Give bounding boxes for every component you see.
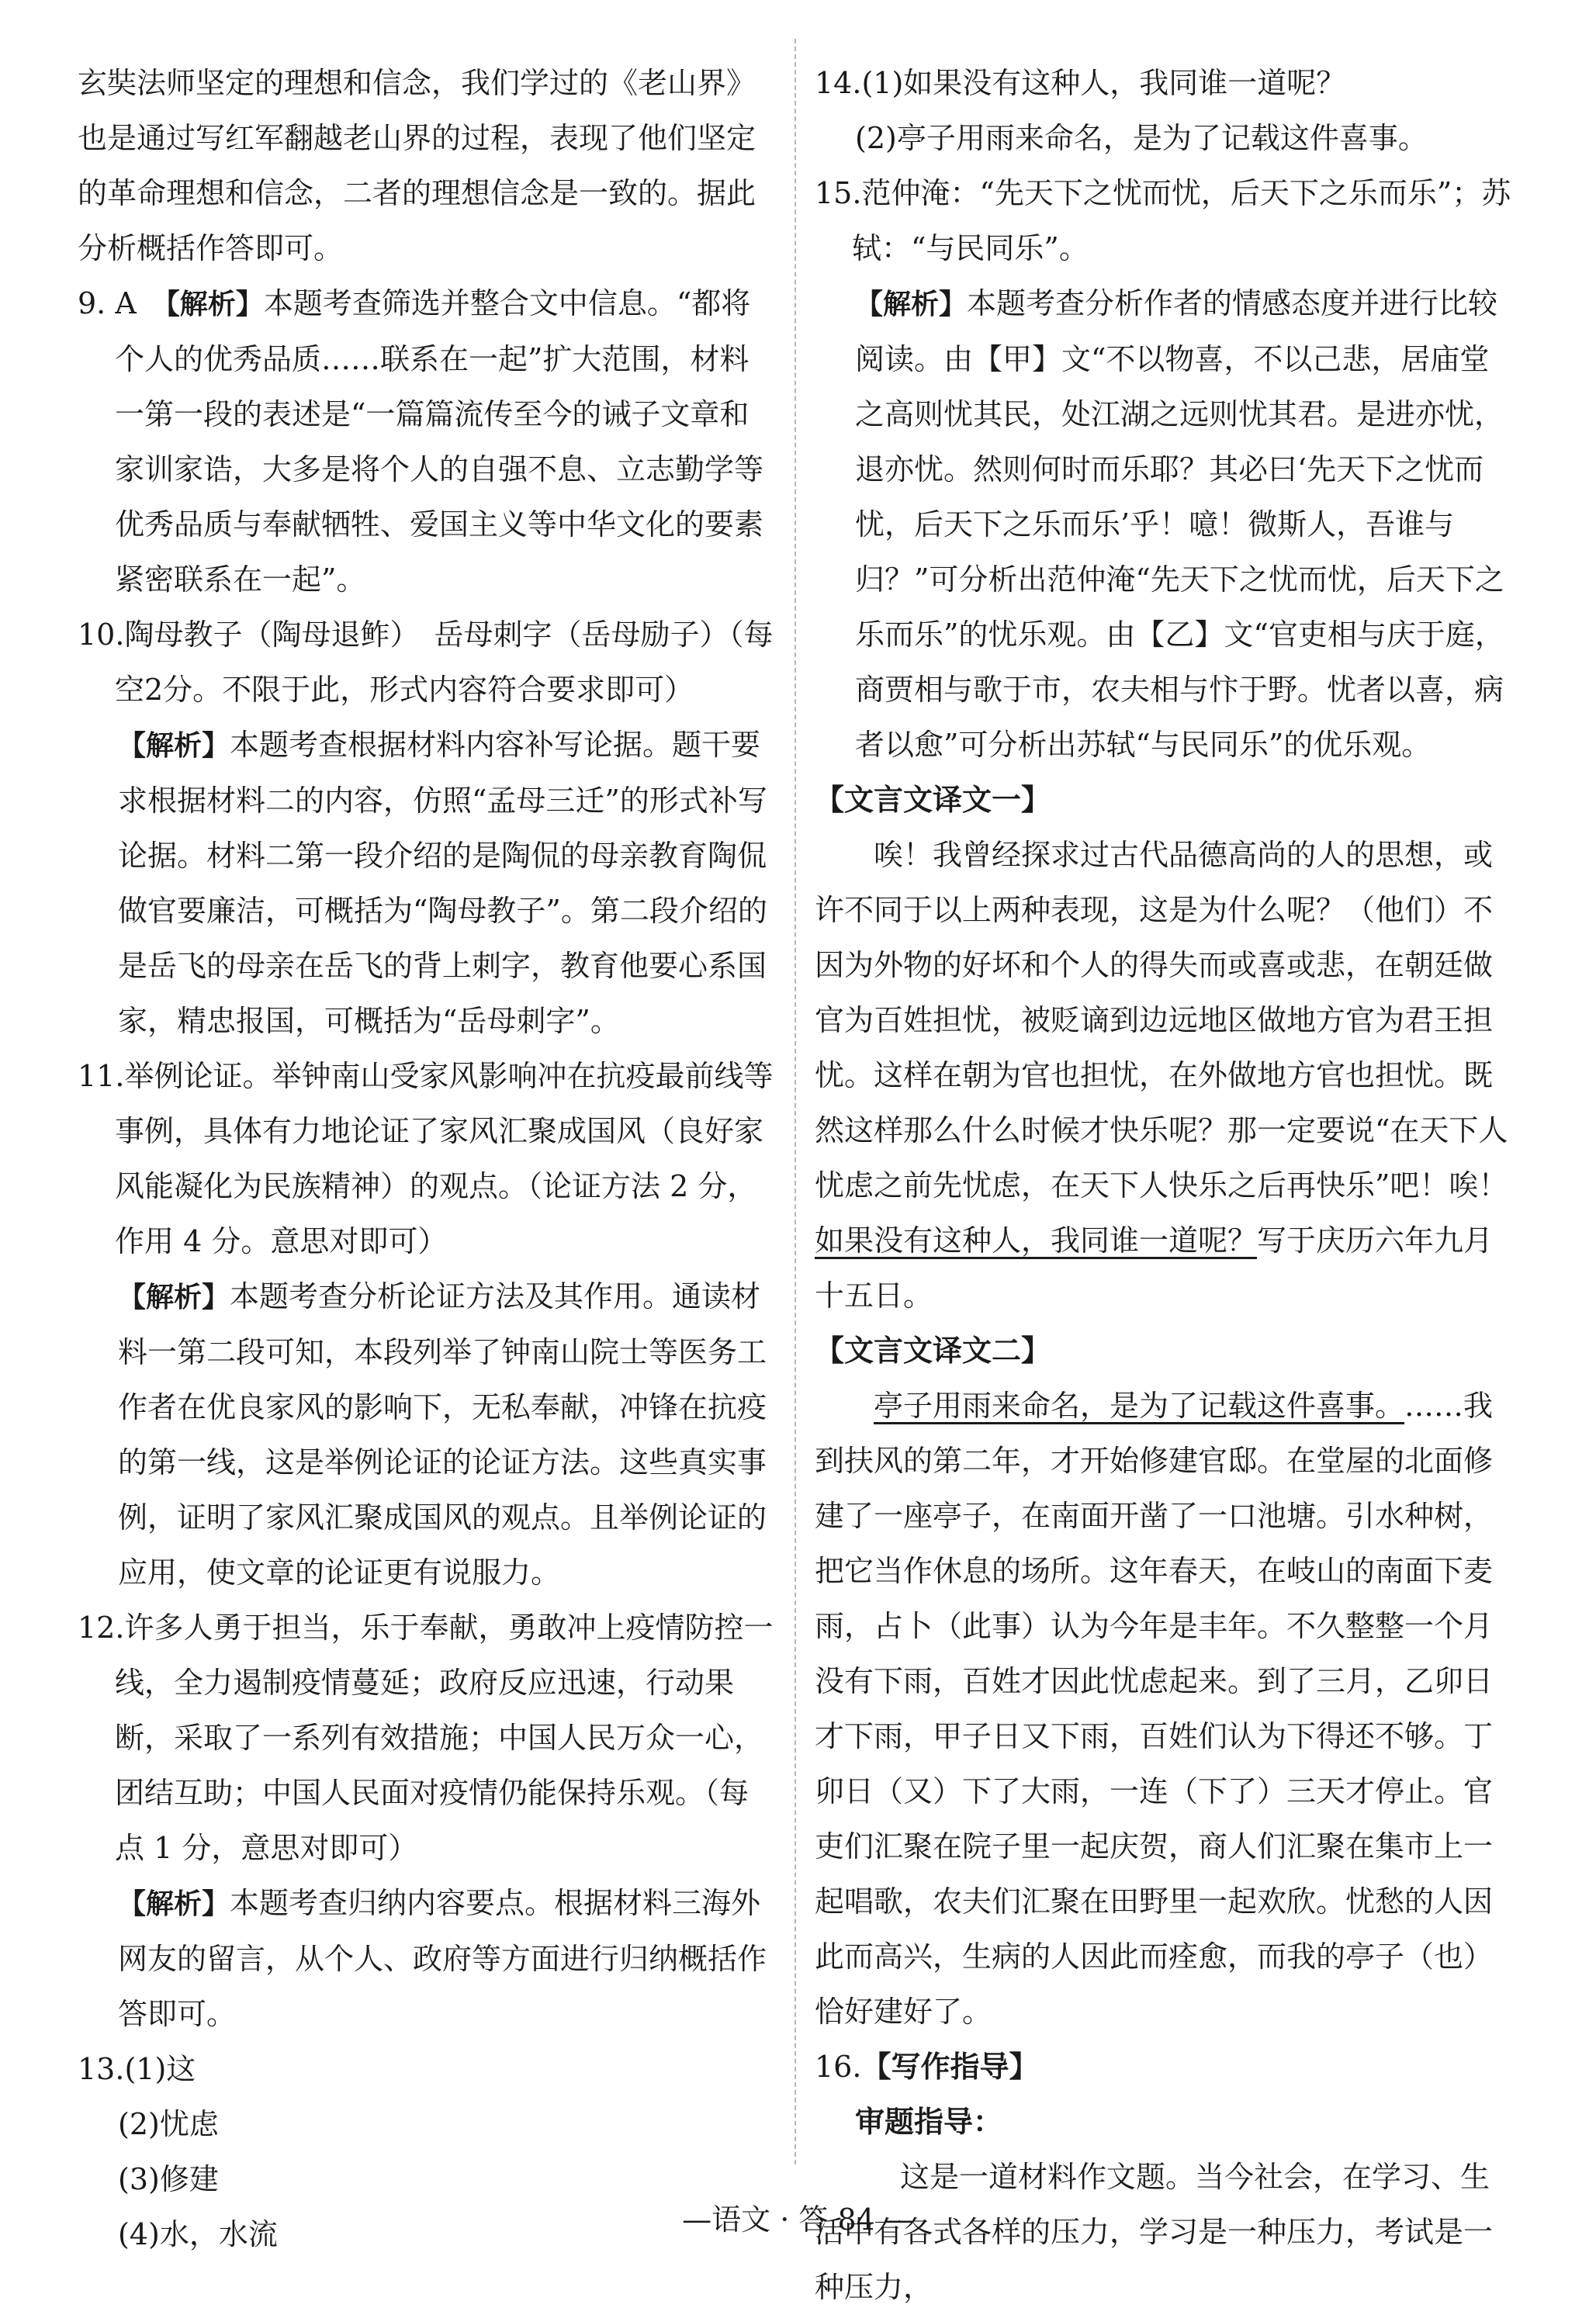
answer-15	[815, 166, 1513, 276]
answer-12-number: 12.	[78, 1611, 125, 1645]
answer-9-analysis: 本题考查筛选并整合文中信息。“都将个人的优秀品质……联系在一起”扩大范围，材料一第一段的表述是“一篇篇流传至今的诫子文章和家训家诰，大多是将个人的自强不息、立志勤学等优秀品质与奉献牺牲、爱国主义等中华文化的要素紧密联系在一起”。	[115, 286, 764, 597]
answer-15-analysis-tag: 【解析】	[855, 289, 968, 320]
answer-16-number: 16.	[815, 2050, 862, 2084]
answer-9-number: 9. A	[78, 286, 137, 320]
answer-13-item: (2)忧虑	[118, 2107, 219, 2141]
answer-13-item: (4)水，水流	[118, 2217, 278, 2251]
answer-12-analysis-tag: 【解析】	[118, 1888, 230, 1920]
answer-11-text: 举例论证。举钟南山受家风影响冲在抗疫最前线等事例，具体有力地论证了家风汇聚成国风（良好家风能凝化为民族精神）的观点。（论证方法 2 分，作用 4 分。意思对即可）	[115, 1059, 774, 1258]
answer-16-title: 【写作指导】	[861, 2050, 1039, 2084]
answer-15-text: 范仲淹：“先天下之忧而忧，后天下之乐而乐”；苏轼：“与民同乐”。	[852, 176, 1511, 265]
answer-12	[78, 1600, 776, 1876]
answer-14-number: 14.	[815, 66, 862, 100]
answer-14-item: (1)如果没有这种人，我同谁一道呢？	[861, 66, 1346, 100]
translation-1-body	[815, 828, 1513, 1324]
answer-11-number: 11.	[78, 1059, 125, 1093]
translation-1-text: 唉！我曾经探求过古代品德高尚的人的思想，或许不同于以上两种表现，这是为什么呢？（他们）不因为外物的好坏和个人的得失而或喜或悲，在朝廷做官为百姓担忧，被贬谪到边远地区做地方官为君王担忧。这样在朝为官也担忧，在外做地方官也担忧。既然这样那么什么时候才快乐呢？那一定要说“在天下人忧虑之前先忧虑，在天下人快乐之后再快乐”吧！唉！	[815, 838, 1508, 1202]
translation-1-end: 写于庆历六年九月十五日。	[815, 1223, 1494, 1313]
left-column	[78, 56, 776, 2262]
answer-11	[78, 1049, 776, 1269]
answer-14-item: (2)亭子用雨来命名，是为了记载这件喜事。	[855, 121, 1428, 155]
translation-2-underlined: 亭子用雨来命名，是为了记载这件喜事。	[874, 1389, 1405, 1423]
translation-1-heading: 【文言文译文一】	[815, 783, 1051, 817]
continued-paragraph: 玄奘法师坚定的理想和信念，我们学过的《老山界》也是通过写红军翻越老山界的过程，表现了他们坚定的革命理想和信念，二者的理想信念是一致的。据此分析概括作答即可。	[78, 66, 756, 265]
answer-12-analysis-block	[78, 1876, 776, 2042]
answer-13	[78, 2042, 776, 2097]
answer-10-analysis-tag: 【解析】	[118, 730, 230, 762]
answer-11-analysis: 本题考查分析论证方法及其作用。通读材料一第二段可知，本段列举了钟南山院士等医务工作者在优良家风的影响下，无私奉献，冲锋在抗疫的第一线，这是举例论证的论证方法。这些真实事例，证明了家风汇聚成国风的观点。且举例论证的应用，使文章的论证更有说服力。	[118, 1279, 767, 1590]
translation-2-heading: 【文言文译文二】	[815, 1334, 1051, 1368]
answer-11-analysis-block	[78, 1269, 776, 1600]
page-footer: —语文 · 答 84 —	[682, 2203, 914, 2237]
translation-2-body	[815, 1379, 1513, 2040]
answer-10-analysis-block	[78, 718, 776, 1049]
answer-14	[815, 56, 1513, 111]
answer-15-number: 15.	[815, 176, 862, 210]
answer-10-text: 陶母教子（陶母退鲊） 岳母刺字（岳母励子）（每空2分。不限于此，形式内容符合要求即可）	[115, 618, 774, 707]
answer-16-subheading: 审题指导：	[855, 2105, 1003, 2139]
answer-9	[78, 276, 776, 607]
right-column	[815, 56, 1513, 2315]
answer-12-text: 许多人勇于担当，乐于奉献，勇敢冲上疫情防控一线，全力遏制疫情蔓延；政府反应迅速，行动果断，采取了一系列有效措施；中国人民万众一心，团结互助；中国人民面对疫情仍能保持乐观。（每点 1 分，意思对即可）	[115, 1611, 774, 1865]
answer-15-analysis: 本题考查分析作者的情感态度并进行比较阅读。由【甲】文“不以物喜，不以己悲，居庙堂之高则忧其民，处江湖之远则忧其君。是进亦忧，退亦忧。然则何时而乐耶？其必曰‘先天下之忧而忧，后天下之乐而乐’乎！噫！微斯人，吾谁与归？”可分析出范仲淹“先天下之忧而忧，后天下之乐而乐”的忧乐观。由【乙】文“官吏相与庆于庭，商贾相与歌于市，农夫相与忭于野。忧者以喜，病者以愈”可分析出苏轼“与民同乐”的优乐观。	[855, 286, 1504, 762]
answer-9-analysis-tag: 【解析】	[165, 289, 264, 320]
answer-16	[815, 2040, 1513, 2095]
answer-15-analysis-block	[815, 276, 1513, 773]
translation-1-underlined: 如果没有这种人，我同谁一道呢？	[815, 1223, 1258, 1258]
answer-16-text: 这是一道材料作文题。当今社会，在学习、生活中有各式各样的压力，学习是一种压力，考试是一种压力，	[815, 2160, 1494, 2304]
answer-10-number: 10.	[78, 618, 125, 652]
answer-12-analysis: 本题考查归纳内容要点。根据材料三海外网友的留言，从个人、政府等方面进行归纳概括作答即可。	[118, 1886, 767, 2031]
answer-13-item: (1)这	[124, 2052, 196, 2086]
answer-11-analysis-tag: 【解析】	[118, 1282, 230, 1313]
answer-10-analysis: 本题考查根据材料内容补写论据。题干要求根据材料二的内容，仿照“孟母三迁”的形式补写论据。材料二第一段介绍的是陶侃的母亲教育陶侃做官要廉洁，可概括为“陶母教子”。第二段介绍的是岳飞的母亲在岳飞的背上刺字，教育他要心系国家，精忠报国，可概括为“岳母刺字”。	[118, 728, 767, 1038]
answer-13-number: 13.	[78, 2052, 125, 2086]
answer-13-item: (3)修建	[118, 2162, 219, 2196]
column-divider	[795, 39, 796, 2164]
answer-10	[78, 607, 776, 718]
translation-2-text: ……我到扶风的第二年，才开始修建官邸。在堂屋的北面修建了一座亭子，在南面开凿了一口池塘。引水种树，把它当作休息的场所。这年春天，在岐山的南面下麦雨，占卜（此事）认为今年是丰年。不久整整一个月没有下雨，百姓才因此忧虑起来。到了三月，乙卯日才下雨，甲子日又下雨，百姓们认为下得还不够。丁卯日（又）下了大雨，一连（下了）三天才停止。官吏们汇聚在院子里一起庆贺，商人们汇聚在集市上一起唱歌，农夫们汇聚在田野里一起欢欣。忧愁的人因此而高兴，生病的人因此而痊愈，而我的亭子（也）恰好建好了。	[815, 1389, 1494, 2029]
